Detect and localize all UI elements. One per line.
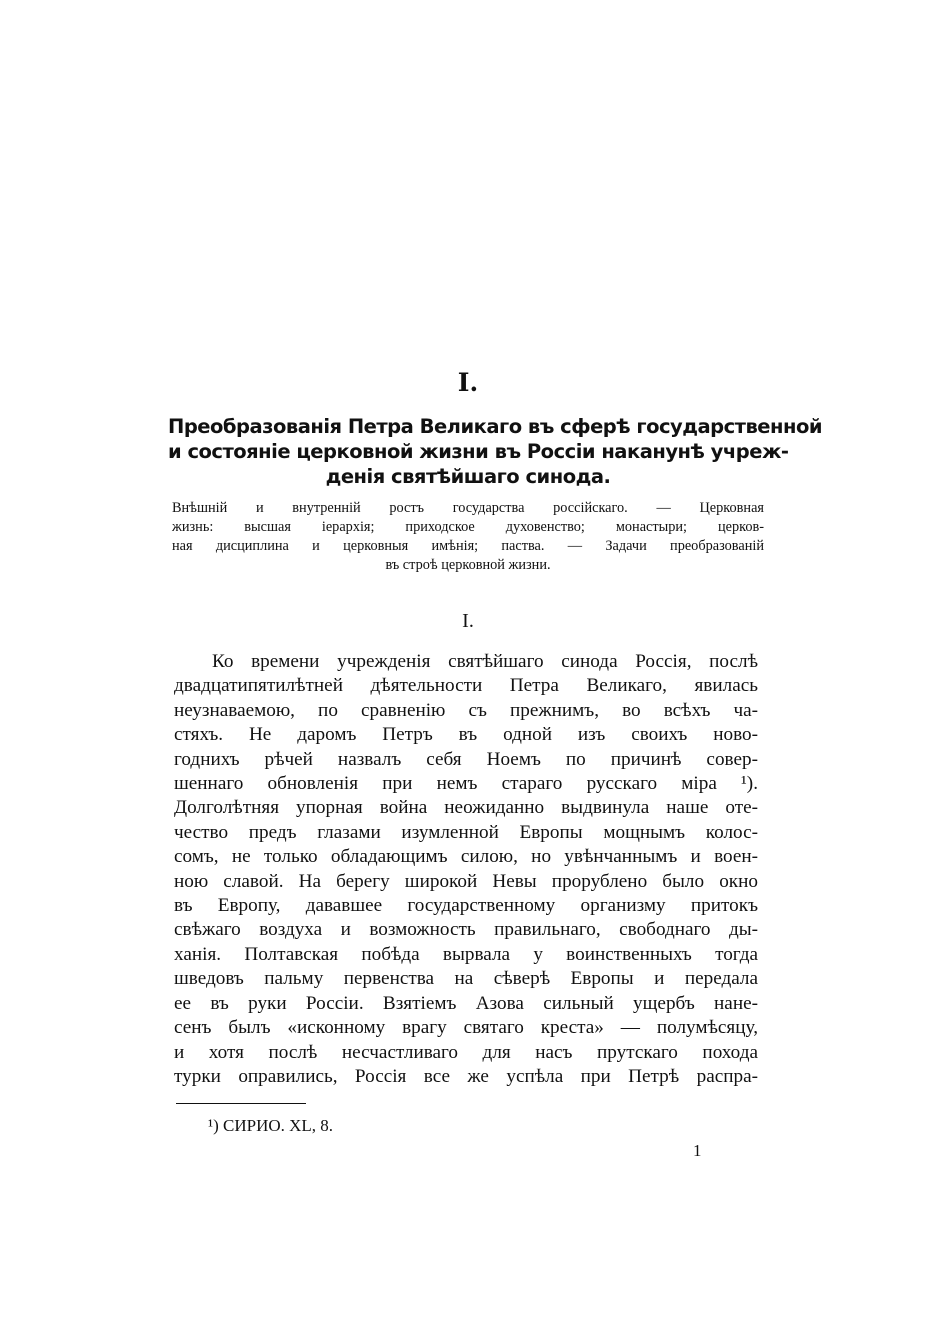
footnote: ¹) СИРИО. XL, 8. (208, 1116, 334, 1135)
body-line: стяхъ. Не даромъ Петръ въ одной изъ своихъ ново- (174, 724, 758, 746)
chapter-summary (172, 499, 764, 575)
body-line: турки оправились, Россія все же успѣла при Петрѣ распра- (174, 1065, 758, 1087)
chapter-title-line: и состояніе церковной жизни въ Россіи наканунѣ учреж- (168, 440, 789, 463)
chapter-number: I. (457, 368, 479, 397)
summary-line: въ строѣ церковной жизни. (385, 557, 551, 573)
body-line: ханія. Полтавская побѣда вырвала у воинственныхъ тогда (174, 943, 758, 965)
body-line: въ Европу, дававшее государственному организму притокъ (174, 895, 758, 917)
summary-line: Внѣшній и внутренній ростъ государства россійскаго. — Церковная (172, 500, 764, 516)
body-line: годнихъ рѣчей назвалъ себя Ноемъ по причинѣ совер- (174, 748, 758, 770)
body-line: свѣжаго воздуха и возможность правильнаго, свободнаго ды- (174, 919, 758, 941)
page-number: 1 (693, 1141, 702, 1160)
body-line: и хотя послѣ несчастливаго для насъ прутскаго похода (174, 1041, 758, 1063)
body-line: чество предъ глазами изумленной Европы мощнымъ колос- (174, 821, 758, 843)
chapter-title (168, 414, 823, 489)
body-line: сенъ былъ «исконному врагу святаго креста» — полумѣсяцу, (174, 1017, 758, 1039)
chapter-title-line: денія святѣйшаго синода. (325, 465, 611, 488)
summary-line: ная дисциплина и церковныя имѣнія; паства. — Задачи преобразованій (172, 538, 764, 554)
body-line: ною славой. На берегу широкой Невы прорублено было окно (174, 870, 758, 892)
chapter-title-line: Преобразованія Петра Великаго въ сферѣ государственной (168, 415, 823, 438)
summary-line: жизнь: высшая іерархія; приходское духовенство; монастыри; церков- (172, 519, 764, 535)
body-line: шеннаго обновленія при немъ стараго русскаго міра ¹). (174, 773, 758, 795)
body-text (174, 650, 758, 1089)
body-line: Ко времени учрежденія святѣйшаго синода Россія, послѣ (212, 651, 758, 672)
body-line: двадцатипятилѣтней дѣятельности Петра Великаго, явилась (174, 675, 758, 697)
footnote-divider (176, 1103, 306, 1104)
section-number: I. (462, 610, 474, 632)
body-line: сомъ, не только обладающимъ силою, но увѣнчаннымъ и воен- (174, 846, 758, 868)
body-line: шведовъ пальму первенства на сѣверѣ Европы и передала (174, 968, 758, 990)
body-line: ее въ руки Россіи. Взятіемъ Азова сильный ущербъ нане- (174, 992, 758, 1014)
body-line: неузнаваемою, по сравненію съ прежнимъ, во всѣхъ ча- (174, 699, 758, 721)
body-line: Долголѣтняя упорная война неожиданно выдвинула наше оте- (174, 797, 758, 819)
